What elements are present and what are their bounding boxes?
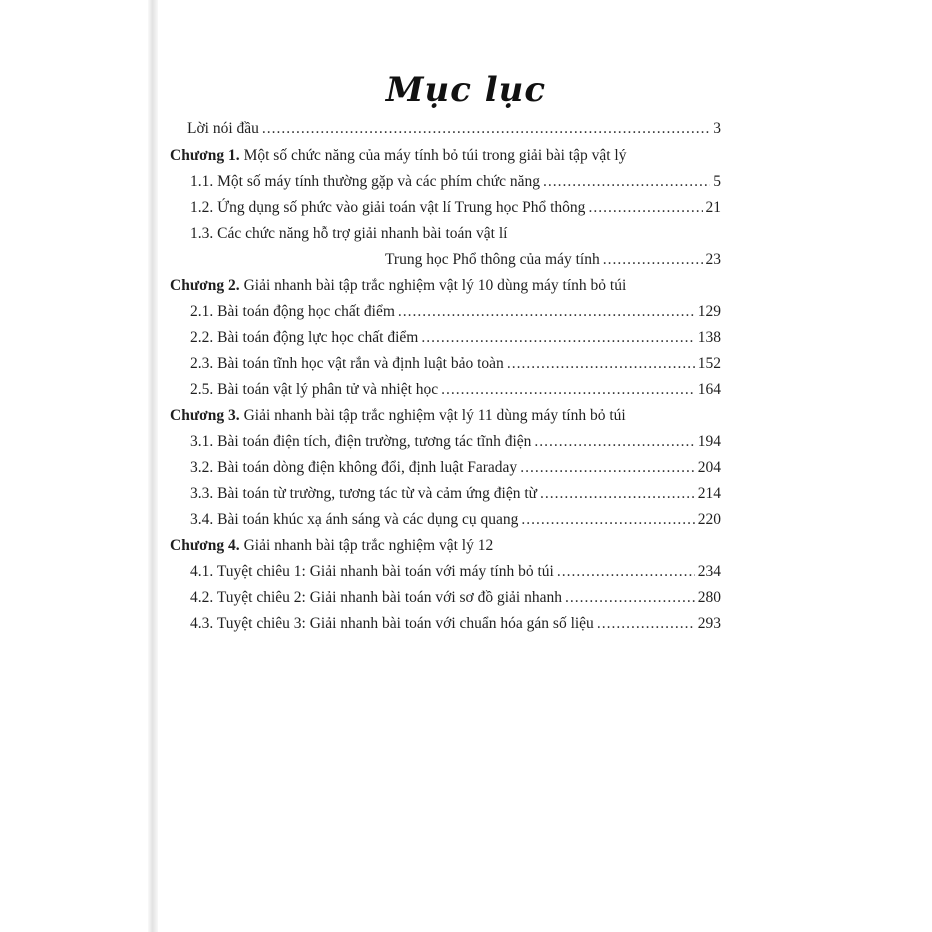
toc-chapter-heading [170,407,626,425]
toc-entry [190,563,721,581]
toc-entry-page: 220 [697,511,721,528]
toc-entry-page: 138 [697,329,721,346]
toc-chapter-heading [170,147,626,165]
toc-entry-title: 1.3. Các chức năng hỗ trợ giải nhanh bài toán vật lí [190,225,508,242]
toc-entry-title: 3.3. Bài toán từ trường, tương tác từ và cảm ứng điện từ [190,485,538,502]
chapter-label: Chương 2. [170,277,240,294]
toc-entry [190,303,721,321]
toc-entry-title: Lời nói đầu [187,120,259,137]
toc-chapter-heading [170,537,493,555]
toc-entry [190,329,721,347]
toc-entry [187,120,721,138]
toc-entry-title: 3.4. Bài toán khúc xạ ánh sáng và các dụng cụ quang [190,511,519,528]
toc-leader-dots [565,589,695,607]
toc-entry [190,459,721,477]
toc-leader-dots [543,173,710,191]
toc-leader-dots [520,459,695,477]
toc-entry-page: 204 [697,459,721,476]
toc-entry-title: 4.2. Tuyệt chiêu 2: Giải nhanh bài toán với sơ đồ giải nhanh [190,589,562,606]
toc-entry-title: 1.2. Ứng dụng số phức vào giải toán vật lí Trung học Phổ thông [190,199,586,216]
toc-entry [190,511,721,529]
toc-leader-dots [603,251,703,269]
toc-entry-page: 214 [697,485,721,502]
toc-entry-page: 164 [697,381,721,398]
chapter-label: Chương 4. [170,537,240,554]
toc-entry-page: 293 [697,615,721,632]
toc-leader-dots [540,485,695,503]
toc-entry [190,355,721,373]
toc-entry-page: 5 [713,173,721,190]
toc-entry-title: 4.3. Tuyệt chiêu 3: Giải nhanh bài toán với chuẩn hóa gán số liệu [190,615,594,632]
toc-entry [190,173,721,191]
toc-entry-title: 3.1. Bài toán điện tích, điện trường, tương tác tĩnh điện [190,433,532,450]
chapter-title: Giải nhanh bài tập trắc nghiệm vật lý 11 dùng máy tính bỏ túi [243,407,626,424]
toc-entry [190,485,721,503]
toc-entry-page: 129 [697,303,721,320]
toc-entry-page: 194 [697,433,721,450]
toc-entry [190,433,721,451]
toc-entry [190,199,721,217]
chapter-title: Giải nhanh bài tập trắc nghiệm vật lý 12 [243,537,494,554]
toc-entry-title: 4.1. Tuyệt chiêu 1: Giải nhanh bài toán với máy tính bỏ túi [190,563,554,580]
toc-entry [190,589,721,607]
toc-leader-dots [597,615,695,633]
toc-entry-page: 234 [697,563,721,580]
toc-entry-title: 1.1. Một số máy tính thường gặp và các phím chức năng [190,173,540,190]
toc-entry [190,381,721,399]
toc-leader-dots [421,329,694,347]
toc-leader-dots [588,199,702,217]
toc-entry-title: Trung học Phổ thông của máy tính [385,251,600,268]
toc-leader-dots [441,381,695,399]
toc-entry [190,615,721,633]
chapter-title: Giải nhanh bài tập trắc nghiệm vật lý 10 dùng máy tính bỏ túi [243,277,627,294]
page-title: Mục lục [385,70,547,110]
toc-entry-title: 3.2. Bài toán dòng điện không đổi, định luật Faraday [190,459,518,476]
chapter-title: Một số chức năng của máy tính bỏ túi trong giải bài tập vật lý [243,147,627,164]
toc-leader-dots [557,563,695,581]
toc-entry [385,251,721,269]
toc-chapter-heading [170,277,626,295]
toc-leader-dots [534,433,694,451]
toc-leader-dots [521,511,694,529]
toc-entry-page: 21 [705,199,721,216]
toc-entry-page: 23 [705,251,721,268]
toc-leader-dots [262,120,710,138]
toc-entry-title: 2.5. Bài toán vật lý phân tử và nhiệt học [190,381,439,398]
chapter-label: Chương 3. [170,407,240,424]
toc-entry-page: 3 [713,120,721,137]
toc-entry-page: 152 [697,355,721,372]
toc-entry-title: 2.2. Bài toán động lực học chất điểm [190,329,419,346]
toc-entry-title: 2.1. Bài toán động học chất điểm [190,303,395,320]
toc-entry-page: 280 [697,589,721,606]
toc-entry-title: 2.3. Bài toán tĩnh học vật rắn và định luật bảo toàn [190,355,504,372]
toc-leader-dots [398,303,695,321]
toc-leader-dots [507,355,695,373]
toc-entry [190,225,507,243]
chapter-label: Chương 1. [170,147,240,164]
